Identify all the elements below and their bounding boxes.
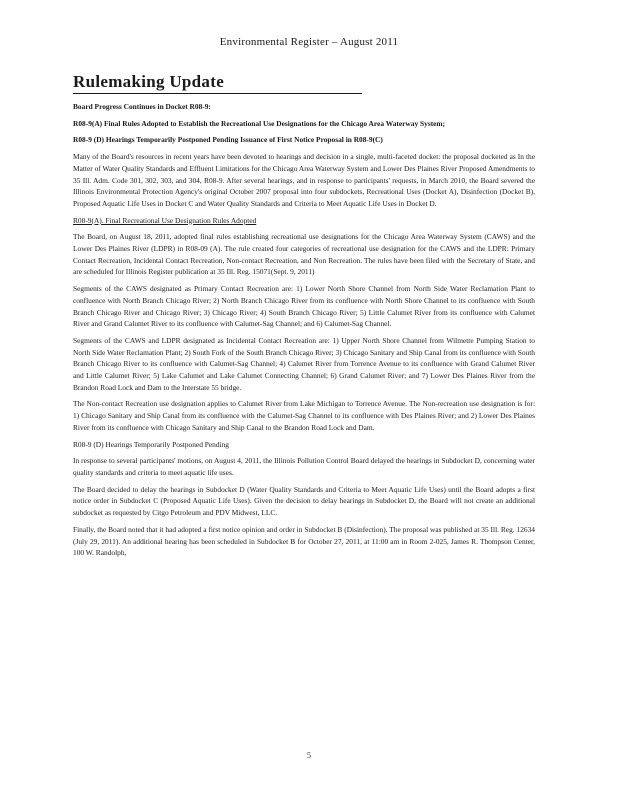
- primary-contact-paragraph: Segments of the CAWS designated as Primary Contact Recreation are: 1) Lower North Shore Channel from North Side Water Reclamation Plant to confluence with North Branch Chicago River; 2) North Branch Chicago River from its confluence with North Shore Channel to its confluence with South Branch Chicago River and Chicago River; 3) Chicago River; 4) South Branch Chicago River; 5) Little Calumet River from its confluence with Calumet River and Grand Calumet River to its confluence with Calumet-Sag Channel; and 6) Calumet-Sag Channel.: [73, 284, 535, 329]
- finally-paragraph: Finally, the Board noted that it had adopted a first notice opinion and order in Subdocket B (Disinfection). The proposal was published at 35 Ill. Reg. 12634 (July 29, 2011). An additional hearing has been scheduled in Subdocket B for October 27, 2011, at 11:00 am in Room 2-025, James R. Thompson Center, 100 W. Randolph,: [73, 524, 535, 558]
- response-paragraph: In response to several participants' motions, on August 4, 2011, the Illinois Pollution Control Board delayed the hearings in Subdocket D, concerning water quality standards and criteria to meet aquatic life uses.: [73, 456, 535, 477]
- adopted-rules-paragraph: The Board, on August 18, 2011, adopted final rules establishing recreational use designations for the Chicago Area Waterway System (CAWS) and the Lower Des Plaines River (LDPR) in R08-09 (A). The rule created four categories of recreational use designation for the CAWS and the LDPR: Primary Contact Recreation, Incidental Contact Recreation, Non-contact Recreation, and Non Recreation. The rules have been filed with the Secretary of State, and are scheduled for Illinois Register publication at 35 Ill. Reg. 15071(Sept. 9, 2011): [73, 232, 535, 277]
- final-rules-subheading: R08-9(A) Final Rules Adopted to Establish the Recreational Use Designations for the Chicago Area Waterway System;: [73, 118, 446, 128]
- page-content: [73, 72, 535, 559]
- board-progress-heading: Board Progress Continues in Docket R08-9:: [73, 102, 211, 111]
- subdocket-d-heading: R08-9 (D) Hearings Temporarily Postponed Pending: [73, 439, 229, 449]
- running-header: Environmental Register – August 2011: [219, 36, 399, 48]
- subdocket-a-heading: R08-9(A). Final Recreational Use Designation Rules Adopted: [73, 215, 257, 225]
- page-number: 5: [307, 751, 311, 760]
- incidental-contact-paragraph: Segments of the CAWS and LDPR designated as Incidental Contact Recreation are: 1) Upper North Shore Channel from Wilmette Pumping Station to North Side Water Reclamation Plant; 2) South Fork of the South Branch Chicago River; 3) Chicago Sanitary and Ship Canal from its confluence with South Branch Chicago River to its confluence with Calumet-Sag Channel; 4) Calumet River from Torrence Avenue to its confluence with Grand Calumet River and Little Calumet River; 5) Lake Calumet and Lake Calumet Connecting Channel; 6) Grand Calumet River; and 7) Lower Des Plaines River from the Brandon Road Lock and Dam to the Interstate 55 bridge.: [73, 335, 535, 392]
- hearings-subheading: R08-9 (D) Hearings Temporarily Postponed Pending Issuance of First Notice Proposal in R08-9(C): [73, 135, 383, 145]
- decided-paragraph: The Board decided to delay the hearings in Subdocket D (Water Quality Standards and Criteria to Meet Aquatic Life Uses) until the Board adopts a first notice order in Subdocket C (Proposed Aquatic Life Uses). Given the decision to delay hearings in Subdocket D, the Board will not create an additional subdocket as requested by Citgo Petroleum and PDV Midwest, LLC.: [73, 484, 535, 518]
- section-title: Rulemaking Update: [73, 72, 362, 94]
- non-contact-paragraph: The Non-contact Recreation use designation applies to Calumet River from Lake Michigan to Torrence Avenue. The Non-recreation use designation is for: 1) Chicago Sanitary and Ship Canal from its confluence with the Calumet-Sag Channel to its confluence with Des Plaines River; and 2) Lower Des Plaines River from its confluence with Chicago Sanitary and Ship Canal to the Brandon Road Lock and Dam.: [73, 399, 535, 432]
- intro-paragraph: Many of the Board's resources in recent years have been devoted to hearings and decision in a single, multi-faceted docket: the proposal docketed as In the Matter of Water Quality Standards and Effluent Limitations for the Chicago Area Waterway System and Lower Des Plaines River Proposed Amendments to 35 Ill. Adm. Code 301, 302, 303, and 304, R08-9. After several hearings, and in response to participants' requests, in March 2010, the Board severed the Illinois Environmental Protection Agency's original October 2007 proposal into four subdockets, Recreational Uses (Docket A), Disinfection (Docket B), Proposed Aquatic Life Uses in Docket C and Water Quality Standards and Criteria to Meet Aquatic Life Uses in Docket D.: [73, 152, 535, 208]
